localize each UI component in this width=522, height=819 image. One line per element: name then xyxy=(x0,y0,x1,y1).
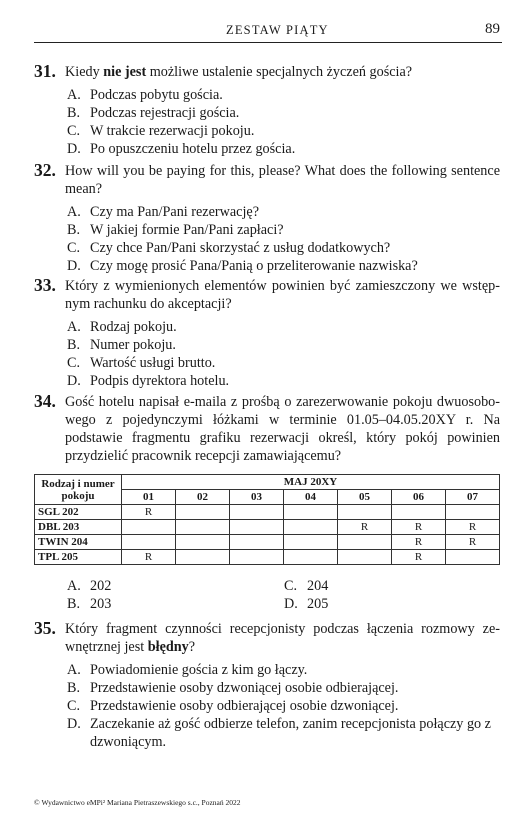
day-header: 06 xyxy=(392,490,446,505)
answer-option: D. Podpis dyrektora hotelu. xyxy=(67,373,230,389)
day-header: 07 xyxy=(446,490,500,505)
answer-option: C. Czy chce Pan/Pani skorzystać z usług dodatkowych? xyxy=(67,240,391,256)
answer-options xyxy=(67,318,500,390)
reservation-cell xyxy=(284,505,338,520)
room-cell: DBL 203 xyxy=(35,520,122,535)
day-header: 03 xyxy=(230,490,284,505)
answer-option: B. Podczas rejestracji gościa. xyxy=(67,105,240,121)
answer-options xyxy=(67,203,500,275)
answer-option: A. 202 xyxy=(67,578,112,594)
day-header: 05 xyxy=(338,490,392,505)
reservation-cell xyxy=(176,505,230,520)
reservation-cell xyxy=(176,550,230,565)
reservation-cell xyxy=(230,535,284,550)
question-34-options xyxy=(34,577,500,613)
question-number: 33. xyxy=(34,275,56,295)
day-header: 01 xyxy=(122,490,176,505)
table-row xyxy=(35,550,500,565)
question-33 xyxy=(34,277,500,390)
reservation-cell xyxy=(446,505,500,520)
question-text: Gość hotelu napisał e-maila z prośbą o zarezerwowanie pokoju dwuosobowego z pojedynczymi łóżkami w terminie 01.05–04.05.20XY r. Na podstawie fragmentu grafiku rezerwacji określ, który pokój powinien przydzielić pracownik recepcji zamawiającemu? xyxy=(65,394,500,464)
question-32 xyxy=(34,162,500,275)
question-number: 35. xyxy=(34,618,56,638)
reservation-cell: R xyxy=(446,520,500,535)
reservation-cell: R xyxy=(122,550,176,565)
reservation-cell xyxy=(122,520,176,535)
reservation-cell xyxy=(230,550,284,565)
answer-option: C. 204 xyxy=(284,578,329,594)
reservation-cell xyxy=(338,505,392,520)
question-number: 31. xyxy=(34,61,56,81)
answer-options xyxy=(67,577,500,613)
table-row xyxy=(35,535,500,550)
answer-options xyxy=(67,86,500,158)
reservation-cell: R xyxy=(392,535,446,550)
reservation-cell xyxy=(230,505,284,520)
page-number: 89 xyxy=(485,21,500,37)
reservation-table xyxy=(34,474,500,565)
question-text: How will you be paying for this, please? What does the following sentence mean? xyxy=(65,163,500,197)
answer-option: C. Wartość usługi brutto. xyxy=(67,355,216,371)
reservation-cell: R xyxy=(122,505,176,520)
answer-option: A. Czy ma Pan/Pani rezerwację? xyxy=(67,204,259,220)
answer-option: B. 203 xyxy=(67,596,112,612)
day-header: 02 xyxy=(176,490,230,505)
answer-option: D. 205 xyxy=(284,596,329,612)
room-cell: SGL 202 xyxy=(35,505,122,520)
question-text: Który z wymienionych elementów powinien być zamieszczony we wstępnym rachunku do akceptacji? xyxy=(65,278,500,312)
question-number: 34. xyxy=(34,391,56,411)
reservation-cell xyxy=(284,535,338,550)
answer-option: A. Powiadomienie gościa z kim go łączy. xyxy=(67,662,308,678)
reservation-cell xyxy=(284,520,338,535)
section-title: ZESTAW PIĄTY xyxy=(226,23,329,37)
answer-option: D. Czy mogę prosić Pana/Panią o przeliterowanie nazwiska? xyxy=(67,258,418,274)
answer-option: B. W jakiej formie Pan/Pani zapłaci? xyxy=(67,222,284,238)
copyright-footer: © Wydawnictwo eMPi² Mariana Pietraszewskiego s.c., Poznań 2022 xyxy=(34,798,241,807)
question-34 xyxy=(34,393,500,465)
page-header xyxy=(34,20,502,43)
reservation-cell: R xyxy=(392,520,446,535)
room-cell: TWIN 204 xyxy=(35,535,122,550)
question-number: 32. xyxy=(34,160,56,180)
reservation-cell: R xyxy=(446,535,500,550)
answer-option: C. Przedstawienie osoby odbierającej osobie dzwoniącej. xyxy=(67,698,399,714)
month-header: MAJ 20XY xyxy=(122,475,500,490)
reservation-cell xyxy=(446,550,500,565)
answer-option: A. Rodzaj pokoju. xyxy=(67,319,177,335)
reservation-cell xyxy=(392,505,446,520)
reservation-cell: R xyxy=(338,520,392,535)
day-header: 04 xyxy=(284,490,338,505)
table-row xyxy=(35,505,500,520)
question-text: Kiedy nie jest możliwe ustalenie specjalnych życzeń gościa? xyxy=(65,64,413,80)
question-31 xyxy=(34,63,500,158)
reservation-cell xyxy=(338,550,392,565)
question-35 xyxy=(34,620,500,751)
reservation-cell xyxy=(122,535,176,550)
reservation-cell: R xyxy=(392,550,446,565)
reservation-cell xyxy=(176,535,230,550)
answer-option: D. Po opuszczeniu hotelu przez gościa. xyxy=(67,141,296,157)
reservation-cell xyxy=(230,520,284,535)
answer-option: B. Numer pokoju. xyxy=(67,337,176,353)
row-header-cell: Rodzaj i numer pokoju xyxy=(35,475,122,505)
table-row xyxy=(35,520,500,535)
question-text: Który fragment czynności recepcjonisty podczas łączenia rozmowy zewnętrznej jest błędny? xyxy=(65,621,500,655)
answer-option: B. Przedstawienie osoby dzwoniącej osobie odbierającej. xyxy=(67,680,399,696)
reservation-cell xyxy=(338,535,392,550)
answer-option: A. Podczas pobytu gościa. xyxy=(67,87,223,103)
reservation-cell xyxy=(284,550,338,565)
answer-options xyxy=(67,661,500,751)
room-cell: TPL 205 xyxy=(35,550,122,565)
answer-option: C. W trakcie rezerwacji pokoju. xyxy=(67,123,255,139)
reservation-cell xyxy=(176,520,230,535)
answer-option: D. Zaczekanie aż gość odbierze telefon, zanim recepcjonista połączy go z dzwoniącym. xyxy=(67,716,491,750)
